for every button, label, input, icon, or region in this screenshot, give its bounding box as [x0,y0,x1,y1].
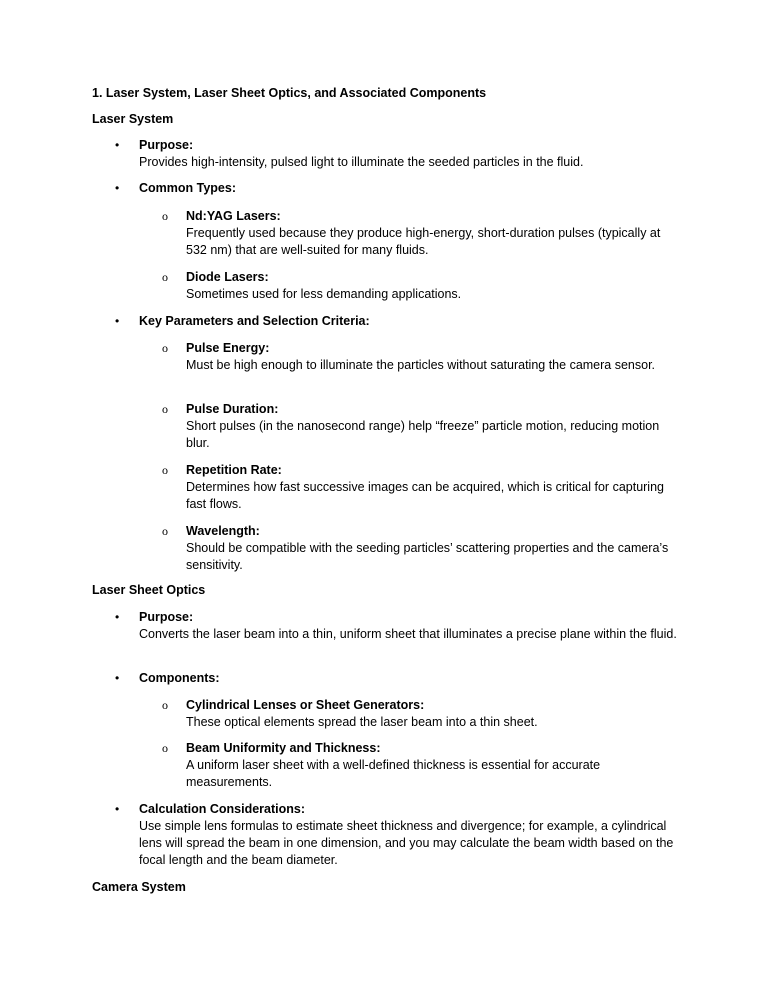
calc-item [139,801,684,869]
calc-label: Calculation Considerations: [139,802,305,816]
sub-bullet-icon: o [162,270,168,284]
bullet-icon: • [115,610,120,624]
component-item [186,697,684,731]
sub-bullet-icon: o [162,463,168,477]
type-text: Frequently used because they produce high-energy, short-duration pulses (typically at 532 nm) that are well-suited for many fluids. [186,226,661,257]
param-label: Pulse Energy: [186,341,270,355]
param-item [186,523,684,574]
param-text: Short pulses (in the nanosecond range) help “freeze” particle motion, reducing motion blur. [186,419,660,450]
sub-bullet-icon: o [162,209,168,223]
type-item [186,208,684,259]
sheet-optics-title: Laser Sheet Optics [92,583,206,597]
param-label: Wavelength: [186,524,260,538]
bullet-icon: • [115,181,120,195]
common-types-label: Common Types: [139,181,236,195]
param-label: Pulse Duration: [186,402,279,416]
component-text: These optical elements spread the laser beam into a thin sheet. [186,715,538,729]
sub-bullet-icon: o [162,524,168,538]
component-item [186,740,684,791]
param-text: Must be high enough to illuminate the particles without saturating the camera sensor. [186,358,656,372]
bullet-icon: • [115,671,120,685]
params-label: Key Parameters and Selection Criteria: [139,314,370,328]
calc-text: Use simple lens formulas to estimate sheet thickness and divergence; for example, a cylindrical lens will spread the beam in one dimension, and you may calculate the beam width based on the focal length and the beam diameter. [139,819,674,867]
sub-bullet-icon: o [162,741,168,755]
type-label: Diode Lasers: [186,270,269,284]
component-label: Beam Uniformity and Thickness: [186,741,381,755]
param-item [186,401,684,452]
bullet-icon: • [115,802,120,816]
sub-bullet-icon: o [162,402,168,416]
type-label: Nd:YAG Lasers: [186,209,281,223]
param-text: Should be compatible with the seeding particles’ scattering properties and the camera’s sensitivity. [186,541,669,572]
param-text: Determines how fast successive images can be acquired, which is critical for capturing fast flows. [186,480,664,511]
laser-system-title: Laser System [92,112,174,126]
component-label: Cylindrical Lenses or Sheet Generators: [186,698,425,712]
optics-purpose-text: Converts the laser beam into a thin, uniform sheet that illuminates a precise plane within the fluid. [139,627,677,641]
param-label: Repetition Rate: [186,463,282,477]
bullet-icon: • [115,138,120,152]
laser-purpose-item [139,137,684,171]
param-item [186,462,684,513]
component-text: A uniform laser sheet with a well-defined thickness is essential for accurate measurements. [186,758,601,789]
laser-purpose-label: Purpose: [139,138,194,152]
bullet-icon: • [115,314,120,328]
camera-system-title: Camera System [92,880,186,894]
components-label: Components: [139,671,220,685]
param-item [186,340,684,374]
sub-bullet-icon: o [162,341,168,355]
section-heading: 1. Laser System, Laser Sheet Optics, and Associated Components [92,86,487,100]
type-item [186,269,684,303]
optics-purpose-item [139,609,684,643]
laser-purpose-text: Provides high-intensity, pulsed light to illuminate the seeded particles in the fluid. [139,155,584,169]
type-text: Sometimes used for less demanding applications. [186,287,462,301]
optics-purpose-label: Purpose: [139,610,194,624]
sub-bullet-icon: o [162,698,168,712]
